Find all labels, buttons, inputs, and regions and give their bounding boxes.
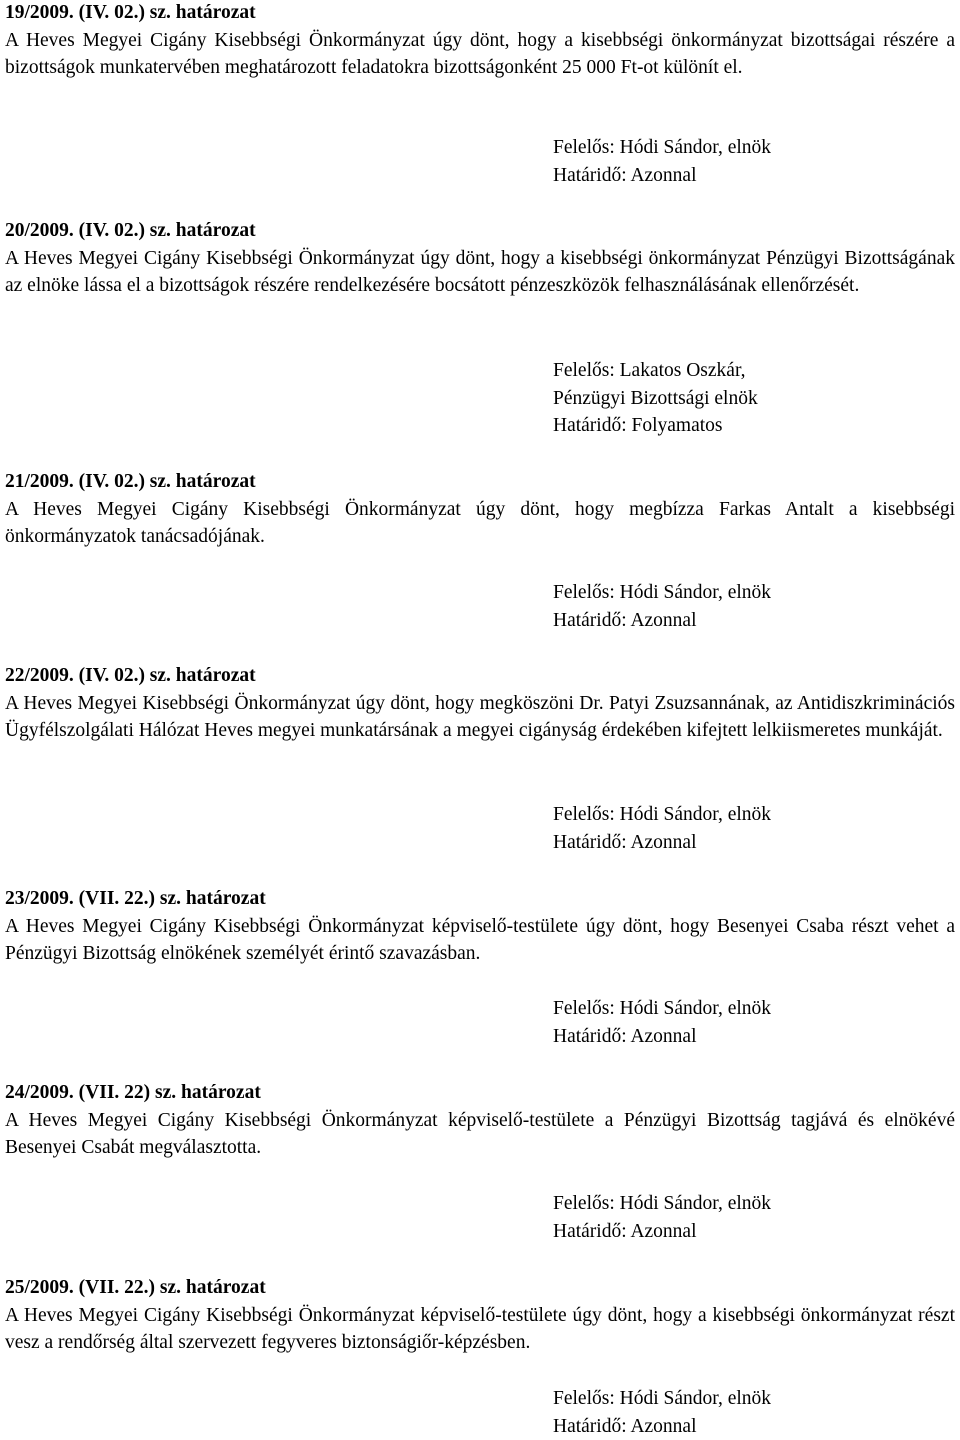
resolution-title: 19/2009. (IV. 02.) sz. határozat	[5, 2, 256, 23]
resolution-20	[5, 217, 955, 300]
resolution-title: 23/2009. (VII. 22.) sz. határozat	[5, 888, 266, 909]
resolution-title: 21/2009. (IV. 02.) sz. határozat	[5, 471, 256, 492]
deadline: Határidő: Azonnal	[553, 1415, 697, 1437]
responsible-person: Felelős: Hódi Sándor, elnök	[553, 804, 772, 825]
responsible-person-title: Pénzügyi Bizottsági elnök	[553, 387, 758, 409]
resolution-24-responsibility	[553, 1190, 953, 1245]
resolution-text: A Heves Megyei Cigány Kisebbségi Önkormányzat úgy dönt, hogy a kisebbségi önkormányzat Pénzügyi Bizottságának az elnöke lássa el a bizottságok részére rendelkezésére bocsátott pénzeszközök felhasználásának ellenőrzését.	[5, 247, 955, 297]
resolution-19-responsibility	[553, 134, 953, 189]
resolution-25	[5, 1274, 955, 1357]
resolution-text: A Heves Megyei Kisebbségi Önkormányzat úgy dönt, hogy megköszöni Dr. Patyi Zsuzsannának, az Antidiszkriminációs Ügyfélszolgálati Hálózat Heves megyei munkatársának a megyei cigányság érdekében kifejtett lelkiismeretes munkáját.	[5, 692, 955, 742]
resolution-text: A Heves Megyei Cigány Kisebbségi Önkormányzat képviselő-testülete a Pénzügyi Bizottság tagjává és elnökévé Besenyei Csabát megválasztotta.	[5, 1109, 955, 1159]
resolution-title: 22/2009. (IV. 02.) sz. határozat	[5, 665, 256, 686]
responsible-person: Felelős: Hódi Sándor, elnök	[553, 1388, 772, 1409]
deadline: Határidő: Folyamatos	[553, 415, 723, 437]
resolution-21-responsibility	[553, 579, 953, 634]
resolution-title: 20/2009. (IV. 02.) sz. határozat	[5, 220, 256, 241]
resolution-text: A Heves Megyei Cigány Kisebbségi Önkormányzat képviselő-testülete úgy dönt, hogy Besenyei Csaba részt vehet a Pénzügyi Bizottság elnökének személyét érintő szavazásban.	[5, 915, 955, 965]
resolution-text: A Heves Megyei Cigány Kisebbségi Önkormányzat úgy dönt, hogy a kisebbségi önkormányzat bizottságai részére a bizottságok munkatervében meghatározott feladatokra bizottságonként 25 000 Ft-ot különít el.	[5, 29, 955, 79]
resolution-20-responsibility	[553, 357, 953, 440]
resolution-25-responsibility	[553, 1385, 953, 1440]
resolution-24	[5, 1079, 955, 1162]
resolution-22-responsibility	[553, 801, 953, 856]
deadline: Határidő: Azonnal	[553, 609, 697, 631]
responsible-person: Felelős: Hódi Sándor, elnök	[553, 137, 772, 158]
resolution-22	[5, 662, 955, 745]
deadline: Határidő: Azonnal	[553, 1220, 697, 1242]
responsible-person: Felelős: Hódi Sándor, elnök	[553, 998, 772, 1019]
resolution-title: 24/2009. (VII. 22) sz. határozat	[5, 1082, 261, 1103]
resolution-21	[5, 468, 955, 551]
resolution-23-responsibility	[553, 995, 953, 1050]
deadline: Határidő: Azonnal	[553, 831, 697, 853]
responsible-person: Felelős: Hódi Sándor, elnök	[553, 582, 772, 603]
deadline: Határidő: Azonnal	[553, 164, 697, 186]
responsible-person: Felelős: Lakatos Oszkár,	[553, 360, 746, 381]
deadline: Határidő: Azonnal	[553, 1025, 697, 1047]
resolution-23	[5, 885, 955, 968]
responsible-person: Felelős: Hódi Sándor, elnök	[553, 1193, 772, 1214]
resolution-19	[5, 0, 955, 82]
resolution-text: A Heves Megyei Cigány Kisebbségi Önkormányzat úgy dönt, hogy megbízza Farkas Antalt a kisebbségi önkormányzatok tanácsadójának.	[5, 498, 955, 548]
resolution-title: 25/2009. (VII. 22.) sz. határozat	[5, 1277, 266, 1298]
resolution-text: A Heves Megyei Cigány Kisebbségi Önkormányzat képviselő-testülete úgy dönt, hogy a kisebbségi önkormányzat részt vesz a rendőrség által szervezett fegyveres biztonságiőr-képzésben.	[5, 1304, 955, 1354]
